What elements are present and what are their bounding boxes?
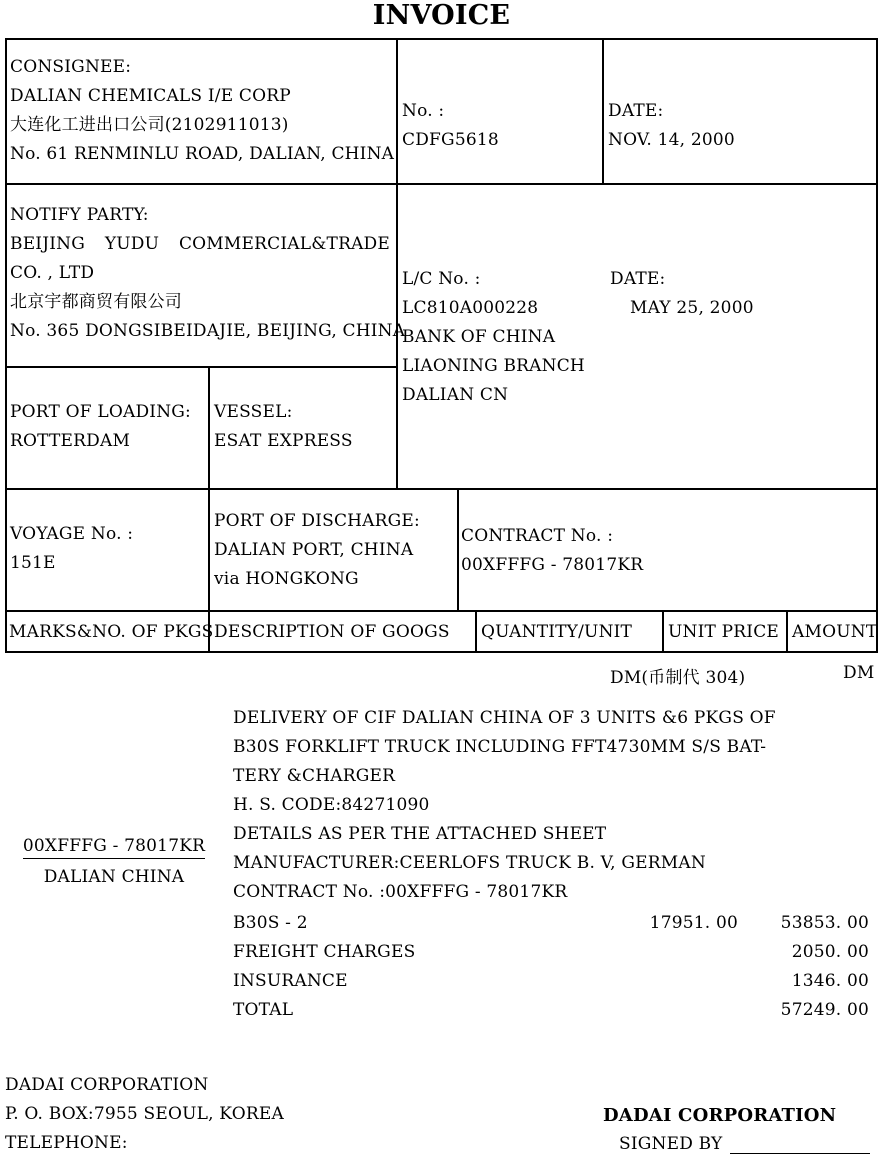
port-of-loading-value: ROTTERDAM xyxy=(10,431,131,451)
invoice-number-label: No. : xyxy=(402,101,445,121)
notify-party-name-cn: 北京宇都商贸有限公司 xyxy=(10,292,182,312)
contract-block xyxy=(461,522,643,580)
row-divider xyxy=(5,488,878,490)
goods-description xyxy=(233,704,776,907)
line-item-desc: B30S - 2 xyxy=(233,913,308,933)
invoice-number-value: CDFG5618 xyxy=(402,130,499,150)
port-of-discharge-via: via HONGKONG xyxy=(214,569,359,589)
line-item-row xyxy=(233,967,873,996)
invoice-title: INVOICE xyxy=(372,0,511,31)
table-border-bottom xyxy=(5,651,878,653)
description-line: B30S FORKLIFT TRUCK INCLUDING FFT4730MM S/S BAT- xyxy=(233,737,767,757)
invoice-number-block xyxy=(402,97,499,155)
port-of-discharge-block xyxy=(214,507,420,594)
signature-company: DADAI CORPORATION xyxy=(603,1105,837,1126)
consignee-address: No. 61 RENMINLU ROAD, DALIAN, CHINA xyxy=(10,144,395,164)
consignee-name-cn: 大连化工进出口公司(2102911013) xyxy=(10,115,289,135)
table-border-right xyxy=(876,38,878,653)
signature-blank xyxy=(730,1135,870,1154)
description-line: MANUFACTURER:CEERLOFS TRUCK B. V, GERMAN xyxy=(233,853,706,873)
column-header-quantity: QUANTITY/UNIT xyxy=(481,622,633,642)
col-divider xyxy=(457,488,459,612)
description-line: CONTRACT No. :00XFFFG - 78017KR xyxy=(233,882,568,902)
invoice-date-block xyxy=(608,97,735,155)
line-item-desc: INSURANCE xyxy=(233,971,348,991)
table-border-left xyxy=(5,38,7,653)
consignee-label: CONSIGNEE: xyxy=(10,57,132,77)
lc-date-value: MAY 25, 2000 xyxy=(630,298,754,318)
lc-number-value: LC810A000228 xyxy=(402,298,539,318)
description-line: DETAILS AS PER THE ATTACHED SHEET xyxy=(233,824,607,844)
notify-word: COMMERCIAL&TRADE xyxy=(178,234,390,254)
shipping-marks-line1: 00XFFFG - 78017KR xyxy=(23,836,205,859)
currency-amount: DM xyxy=(843,663,875,683)
voyage-block xyxy=(10,520,133,578)
contract-value: 00XFFFG - 78017KR xyxy=(461,555,644,575)
signed-by-label: SIGNED BY xyxy=(619,1134,723,1154)
description-line: TERY &CHARGER xyxy=(233,766,396,786)
line-item-amount: 57249. 00 xyxy=(780,1000,869,1020)
line-items xyxy=(233,909,873,1025)
notify-party-name-line2: CO. , LTD xyxy=(10,263,95,283)
notify-party-label: NOTIFY PARTY: xyxy=(10,205,149,225)
lc-bank-line: DALIAN CN xyxy=(402,385,509,405)
line-item-amount: 53853. 00 xyxy=(780,913,869,933)
line-item-row xyxy=(233,938,873,967)
voyage-label: VOYAGE No. : xyxy=(10,524,134,544)
col-divider xyxy=(208,366,210,652)
column-header-unit-price: UNIT PRICE xyxy=(668,622,780,642)
port-of-loading-block xyxy=(10,398,191,456)
invoice-date-label: DATE: xyxy=(608,101,664,121)
shipping-marks xyxy=(12,836,216,887)
description-line: H. S. CODE:84271090 xyxy=(233,795,430,815)
lc-bank-line: LIAONING BRANCH xyxy=(402,356,585,376)
notify-party-address: No. 365 DONGSIBEIDAJIE, BEIJING, CHINA xyxy=(10,321,406,341)
line-item-amount: 2050. 00 xyxy=(791,942,869,962)
lc-number-label: L/C No. : xyxy=(402,269,481,289)
vessel-label: VESSEL: xyxy=(214,402,293,422)
signature-line xyxy=(619,1134,870,1154)
description-line: DELIVERY OF CIF DALIAN CHINA OF 3 UNITS &6 PKGS OF xyxy=(233,708,776,728)
consignee-name: DALIAN CHEMICALS I/E CORP xyxy=(10,86,291,106)
notify-party-name-line xyxy=(10,230,390,259)
line-item-desc: TOTAL xyxy=(233,1000,294,1020)
shipping-marks-line2: DALIAN CHINA xyxy=(43,867,185,887)
col-divider xyxy=(475,610,477,652)
port-of-discharge-value: DALIAN PORT, CHINA xyxy=(214,540,414,560)
invoice-date-value: NOV. 14, 2000 xyxy=(608,130,735,150)
lc-bank-line: BANK OF CHINA xyxy=(402,327,556,347)
contract-label: CONTRACT No. : xyxy=(461,526,614,546)
line-item-desc: FREIGHT CHARGES xyxy=(233,942,416,962)
lc-date-label: DATE: xyxy=(610,269,666,289)
vessel-value: ESAT EXPRESS xyxy=(214,431,353,451)
sender-block xyxy=(5,1071,284,1158)
row-divider xyxy=(5,610,878,612)
line-item-row xyxy=(233,909,873,938)
line-item-unit-price: 17951. 00 xyxy=(649,913,738,933)
col-divider xyxy=(602,38,604,185)
vessel-block xyxy=(214,398,353,456)
sender-name: DADAI CORPORATION xyxy=(5,1075,209,1095)
col-divider xyxy=(786,610,788,652)
port-of-loading-label: PORT OF LOADING: xyxy=(10,402,191,422)
consignee-block xyxy=(10,53,394,169)
table-border-top xyxy=(5,38,878,40)
column-header-marks: MARKS&NO. OF PKGS xyxy=(9,622,214,642)
line-item-amount: 1346. 00 xyxy=(791,971,869,991)
line-item-row xyxy=(233,996,873,1025)
row-divider xyxy=(5,183,878,185)
row-divider xyxy=(5,366,397,368)
currency-unit-price: DM(币制代 304) xyxy=(610,668,746,688)
port-of-discharge-label: PORT OF DISCHARGE: xyxy=(214,511,420,531)
sender-telephone-label: TELEPHONE: xyxy=(5,1133,128,1153)
column-header-description: DESCRIPTION OF GOOGS xyxy=(214,622,450,642)
sender-address: P. O. BOX:7955 SEOUL, KOREA xyxy=(5,1104,284,1124)
column-header-amount: AMOUNT xyxy=(792,622,878,642)
col-divider xyxy=(662,610,664,652)
voyage-value: 151E xyxy=(10,553,56,573)
lc-block xyxy=(402,265,585,410)
notify-word: YUDU xyxy=(104,234,160,254)
notify-word: BEIJING xyxy=(10,234,86,254)
notify-party-block xyxy=(10,201,405,346)
